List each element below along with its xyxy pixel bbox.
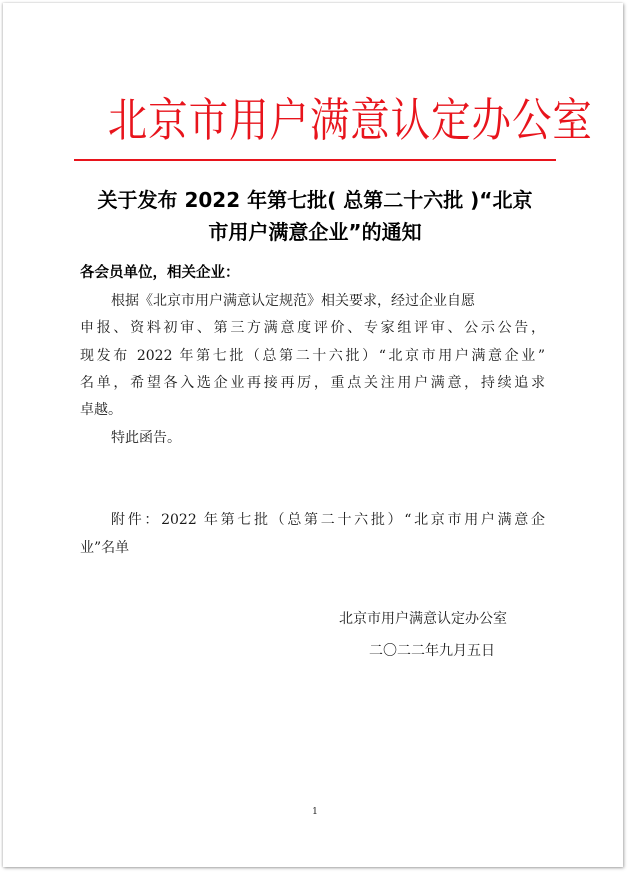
body-line-4: 名单，希望各入选企业再接再厉，重点关注用户满意，持续追求	[80, 375, 545, 391]
masthead-red-rule	[74, 159, 556, 161]
notice-title	[78, 184, 552, 248]
closing-line: 特此函告。	[111, 430, 181, 446]
signing-organization: 北京市用户满意认定办公室	[339, 611, 507, 627]
body-line-2: 申报、资料初审、第三方满意度评价、专家组评审、公示公告，	[80, 320, 545, 336]
masthead-title: 北京市用户满意认定办公室	[107, 93, 593, 147]
attachment-line-2: 业”名单	[80, 540, 130, 556]
notice-title-line-1: 关于发布 2022 年第七批( 总第二十六批 )“北京	[97, 188, 533, 212]
attachment-line-1: 附件：2022 年第七批（总第二十六批）“北京市用户满意企	[111, 512, 545, 528]
body-line-5: 卓越。	[80, 402, 122, 418]
body-line-3: 现发布 2022 年第七批（总第二十六批）“北京市用户满意企业”	[80, 348, 545, 364]
salutation: 各会员单位，相关企业：	[80, 265, 240, 281]
signing-date: 二〇二二年九月五日	[369, 643, 495, 659]
notice-title-line-2: 市用户满意企业”的通知	[208, 220, 422, 244]
page-number: 1	[312, 807, 318, 817]
body-line-1: 根据《北京市用户满意认定规范》相关要求，经过企业自愿	[111, 293, 475, 309]
